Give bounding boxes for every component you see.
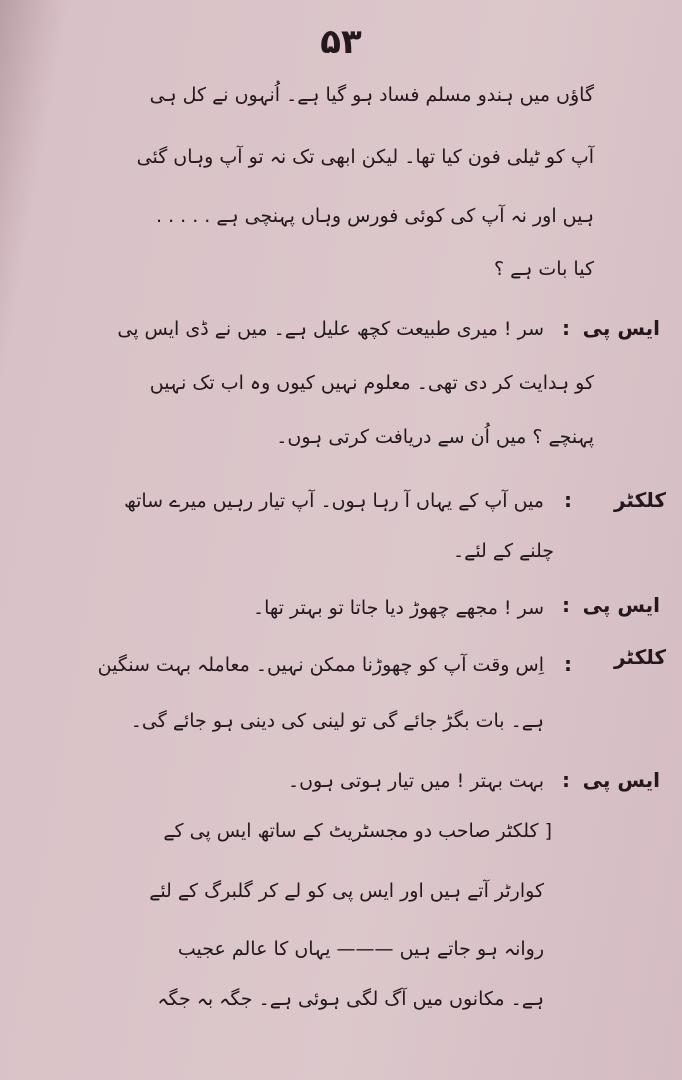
dialogue-line: پہنچے ؟ میں اُن سے دریافت کرتی ہوں۔ bbox=[276, 426, 594, 448]
stage-direction-line: کوارٹر آتے ہیں اور ایس پی کو لے کر گلبرگ کے لئے bbox=[149, 880, 544, 902]
speaker-sp: ایس پی bbox=[582, 316, 660, 340]
page-number: ۵۳ bbox=[320, 22, 362, 62]
text-line: ہیں اور نہ آپ کی کوئی فورس وہاں پہنچی ہے . . . . . bbox=[155, 205, 594, 227]
dialogue-line: بہت بہتر ! میں تیار ہوتی ہوں۔ bbox=[287, 770, 544, 792]
dialogue-line: اِس وقت آپ کو چھوڑنا ممکن نہیں۔ معاملہ بہت سنگین bbox=[97, 654, 544, 676]
speaker-colon: : bbox=[562, 316, 570, 340]
speaker-sp: ایس پی bbox=[582, 768, 660, 792]
stage-direction-line: روانہ ہو جاتے ہیں ——— یہاں کا عالم عجیب bbox=[177, 938, 544, 960]
dialogue-line: چلنے کے لئے۔ bbox=[453, 540, 554, 562]
dialogue-line: سر ! میری طبیعت کچھ علیل ہے۔ میں نے ڈی ایس پی bbox=[117, 318, 544, 340]
text-line: آپ کو ٹیلی فون کیا تھا۔ لیکن ابھی تک نہ تو آپ وہاں گئی bbox=[136, 146, 594, 168]
stage-direction-line: ہے۔ مکانوں میں آگ لگی ہوئی ہے۔ جگہ بہ جگہ bbox=[157, 988, 544, 1010]
speaker-collector: کلکٹر bbox=[613, 488, 666, 512]
speaker-colon: : bbox=[562, 768, 570, 792]
speaker-collector: کلکٹر bbox=[613, 645, 666, 669]
stage-direction-line: [ کلکٹر صاحب دو مجسٹریٹ کے ساتھ ایس پی کے bbox=[163, 820, 552, 842]
speaker-colon: : bbox=[562, 593, 570, 617]
dialogue-line: کو ہدایت کر دی تھی۔ معلوم نہیں کیوں وہ اب تک نہیں bbox=[149, 372, 594, 394]
speaker-colon: : bbox=[564, 488, 572, 512]
text-line: کیا بات ہے ؟ bbox=[493, 258, 594, 280]
dialogue-line: سر ! مجھے چھوڑ دیا جاتا تو بہتر تھا۔ bbox=[252, 597, 544, 619]
speaker-colon: : bbox=[564, 652, 572, 676]
speaker-sp: ایس پی bbox=[582, 593, 660, 617]
dialogue-line: ہے۔ بات بگڑ جائے گی تو لینی کی دینی ہو جائے گی۔ bbox=[130, 710, 544, 732]
dialogue-line: میں آپ کے یہاں آ رہا ہوں۔ آپ تیار رہیں میرے ساتھ bbox=[124, 490, 544, 512]
text-line: گاؤں میں ہندو مسلم فساد ہو گیا ہے۔ اُنہوں نے کل ہی bbox=[149, 84, 594, 106]
